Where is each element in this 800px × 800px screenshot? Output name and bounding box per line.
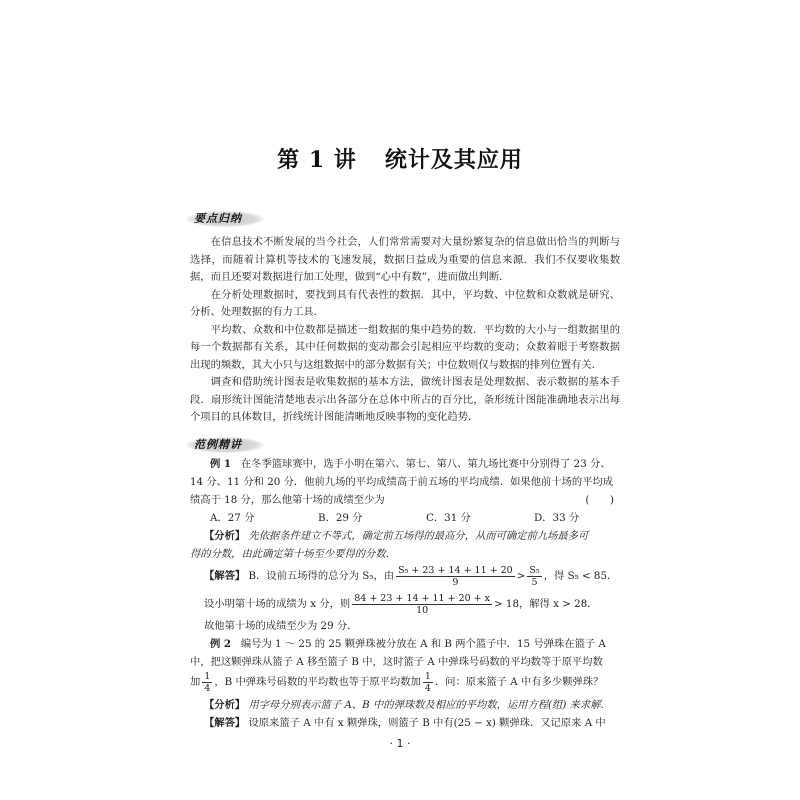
summary-paragraph: 在信息技术不断发展的当今社会，人们常常需要对大量纷繁复杂的信息做出恰当的判断与选择，而随着计算机等技术的飞速发展，数据日益成为重要的信息来源．我们不仅要收集数据，而且还要对数据进行加工处理，做到“心中有数”，进而做出判断． <box>190 236 620 283</box>
fraction: $\frac{1}{4}$ <box>204 670 211 694</box>
choice-c: C．31 分 <box>426 512 471 524</box>
example1-solution-line2: 设小明第十场的成绩为 x 分，则 $\frac{84 + 23 + 14 + 11 + 20 + x}{10}$ > 18，解得 x > 28． <box>204 592 598 616</box>
answer-blank: ( ) <box>585 494 614 506</box>
choice-a: A．27 分 <box>210 512 255 524</box>
solution-label: 【解答】 <box>204 570 246 582</box>
page-title <box>0 143 800 174</box>
fraction: $\frac{1}{4}$ <box>424 670 431 694</box>
example1-conclusion: 故他第十场的成绩至少为 29 分． <box>204 620 358 632</box>
example1-choices <box>190 510 642 527</box>
lecture-number: 第 1 讲 <box>277 147 357 173</box>
analysis-label: 【分析】 <box>204 699 246 711</box>
solution-label: 【解答】 <box>204 717 246 729</box>
section-header-summary: 要点归纳 <box>186 211 264 227</box>
example2-label: 例 2 <box>210 638 232 650</box>
section-header-examples: 范例精讲 <box>186 437 264 453</box>
choice-b: B．29 分 <box>318 512 363 524</box>
analysis-label: 【分析】 <box>204 530 246 542</box>
example1-solution-line1: 【解答】 B．设前五场得的总分为 S₅，由 $\frac{\text{S₅ + 23 + 14 + 11 + 20}}{9}$ > $\frac{\text{S₅}}{5}$ ，得 S₅ < 85． <box>204 564 618 588</box>
example1-analysis: 【分析】 先依据条件建立不等式，确定前五场得的最高分，从而可确定前九场最多可 <box>204 530 589 542</box>
fraction: $\frac{84 + 23 + 14 + 11 + 20 + x}{10}$ <box>354 592 491 616</box>
page-number: · 1 · <box>389 737 411 750</box>
example1-analysis-cont: 得的分数，由此确定第十场至少要得的分数． <box>190 548 396 560</box>
summary-paragraph: 调查和借助统计图表是收集数据的基本方法，做统计图表是处理数据、表示数据的基本手段．扇形统计图能清楚地表示出各部分在总体中所占的百分比，条形统计图能准确地表示出每个项目的具体数目，折线统计图能清晰地反映事物的变化趋势． <box>190 376 620 423</box>
fraction: $\frac{\text{S₅ + 23 + 14 + 11 + 20}}{9}$ <box>398 564 513 588</box>
example1-line2: 14 分、11 分和 20 分．他前九场的平均成绩高于前五场的平均成绩．如果他前十场的平均成 <box>190 476 614 488</box>
example2-line1: 例 2 编号为 1 ～ 25 的 25 颗弹珠被分放在 A 和 B 两个篮子中．15 号弹珠在篮子 A <box>210 638 606 650</box>
example1-line3: 绩高于 18 分，那么他第十场的成绩至少为 ( ) <box>190 492 622 509</box>
summary-paragraph: 在分析处理数据时，要找到具有代表性的数据．其中，平均数、中位数和众数就是研究、分析、处理数据的有力工具． <box>190 288 620 318</box>
example1-line1: 例 1 在冬季篮球赛中，选手小明在第六、第七、第八、第九场比赛中分别得了 23 分、 <box>210 458 611 470</box>
summary-paragraph: 平均数、众数和中位数都是描述一组数据的集中趋势的数．平均数的大小与一组数据里的每一个数据都有关系，其中任何数据的变动都会引起相应平均数的变动；众数着眼于考察数据出现的频数，其大小只与这组数据中的部分数据有关；中位数则仅与数据的排列位置有关． <box>190 323 620 371</box>
summary-body <box>190 234 620 427</box>
fraction: $\frac{\text{S₅}}{5}$ <box>529 564 540 588</box>
example2-line3: 加 $\frac{1}{4}$ ，B 中弹珠号码数的平均数也等于原平均数加 $\frac{1}{4}$ ．问：原来篮子 A 中有多少颗弹珠？ <box>190 670 604 694</box>
example2-solution: 【解答】 设原来篮子 A 中有 x 颗弹珠，则篮子 B 中有(25 − x) 颗弹珠．又记原来 A 中 <box>204 717 606 729</box>
choice-d: D．33 分 <box>534 512 580 524</box>
lecture-title: 统计及其应用 <box>384 147 523 173</box>
example2-analysis: 【分析】 用字母分别表示篮子 A、B 中的弹珠数及相应的平均数，运用方程(组) 来求解． <box>204 699 611 711</box>
example2-line2: 中，把这颗弹珠从篮子 A 移至篮子 B 中，这时篮子 A 中弹珠号码数的平均数等于原平均数 <box>190 656 603 668</box>
example1-label: 例 1 <box>210 458 232 470</box>
